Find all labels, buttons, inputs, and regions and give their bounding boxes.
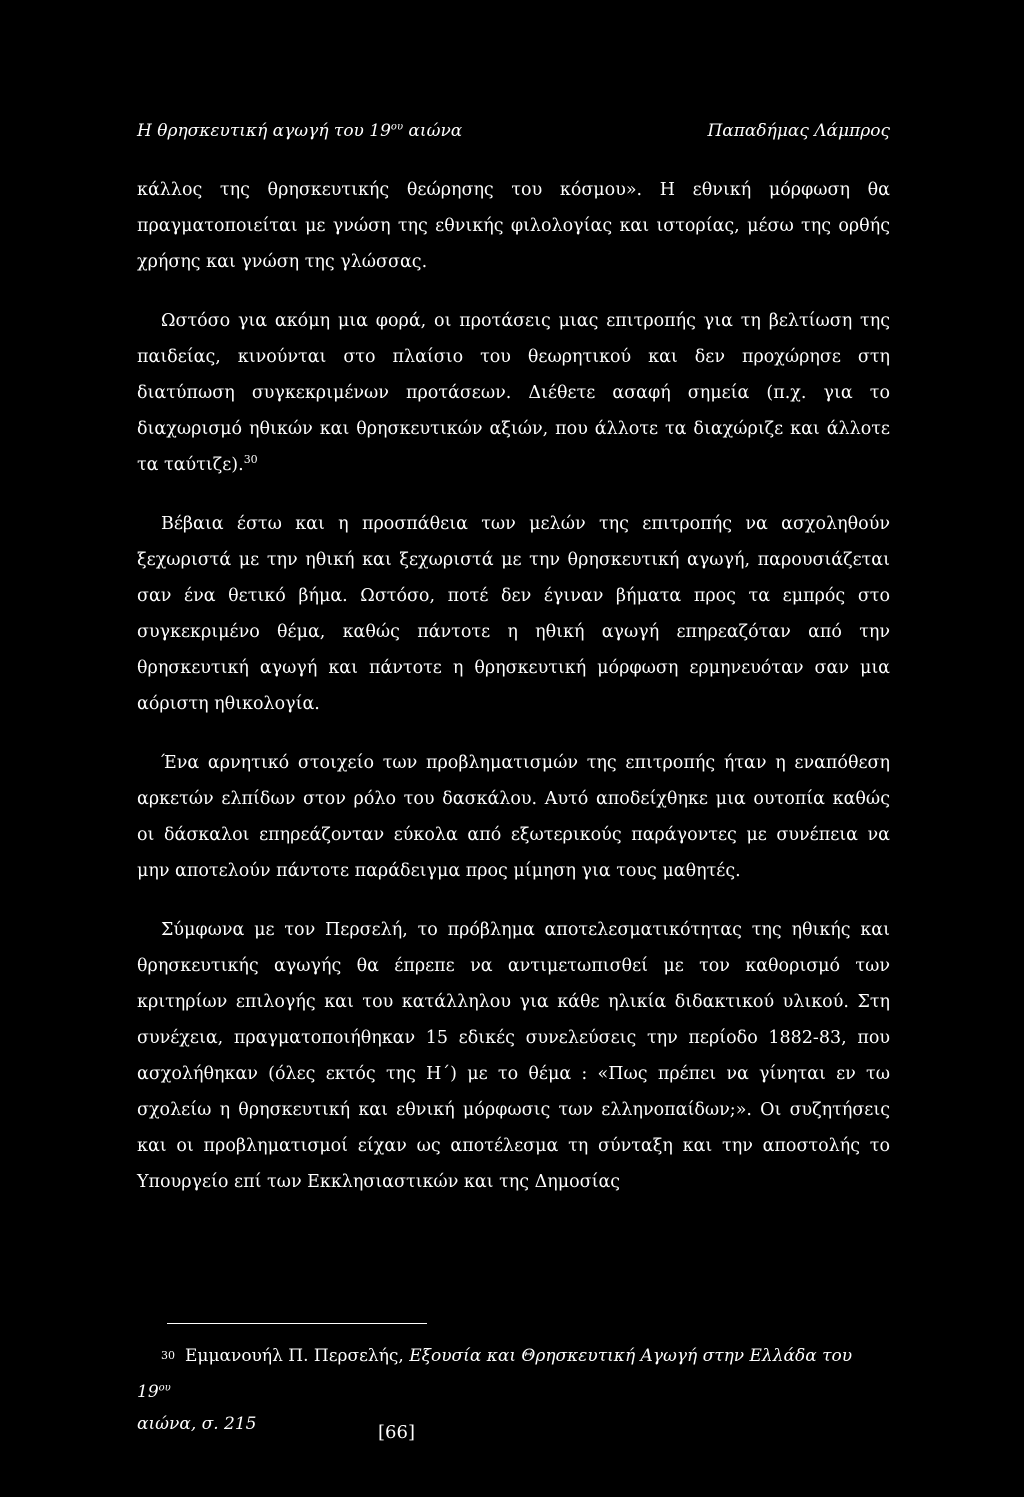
paragraph-2 <box>137 303 890 483</box>
header-title-sup: ου <box>390 121 404 133</box>
paragraph-2-text: Ωστόσο για ακόμη μια φορά, οι προτάσεις μιας επιτροπής για τη βελτίωση της παιδείας, κινούνται στο πλαίσιο του θεωρητικού και δεν προχώρησε στη διατύπωση συγκεκριμένων προτάσεων. Διέθετε ασαφή σημεία (π.χ. για το διαχωρισμό ηθικών και θρησκευτικών αξιών, που άλλοτε τα διαχώριζε και άλλοτε τα ταύτιζε). <box>137 311 890 475</box>
body-text <box>137 172 890 1223</box>
paragraph-5: Σύμφωνα με τον Περσελή, το πρόβλημα αποτελεσματικότητας της ηθικής και θρησκευτικής αγωγής θα έπρεπε να αντιμετωπισθεί με τον καθορισμό των κριτηρίων επιλογής και του κατάλληλου για κάθε ηλικία διδακτικού υλικού. Στη συνέχεια, πραγματοποιήθηκαν 15 εδικές συνελεύσεις την περίοδο 1882-83, που ασχολήθηκαν (όλες εκτός της Η΄) με το θέμα : «Πως πρέπει να γίνηται εν τω σχολείω η θρησκευτική και εθνική μόρφωσις των ελληνοπαίδων;». Οι συζητήσεις και οι προβληματισμοί είχαν ως αποτέλεσμα τη σύνταξη και την αποστολής το Υπουργείο επί των Εκκλησιαστικών και της Δημοσίας <box>137 920 890 1192</box>
paragraph-3: Βέβαια έστω και η προσπάθεια των μελών της επιτροπής να ασχοληθούν ξεχωριστά με την ηθική και ξεχωριστά με την θρησκευτική αγωγή, παρουσιάζεται σαν ένα θετικό βήμα. Ωστόσο, ποτέ δεν έγιναν βήματα προς τα εμπρός στο συγκεκριμένο θέμα, καθώς πάντοτε η ηθική αγωγή επηρεαζόταν από την θρησκευτική αγωγή και πάντοτε η θρησκευτική μόρφωση ερμηνευόταν σαν μια αόριστη ηθικολογία. <box>137 514 890 714</box>
footnote-title-text: Εξουσία και Θρησκευτική Αγωγή στην Ελλάδα του 19 <box>137 1346 853 1402</box>
running-header <box>137 121 890 141</box>
footnote-ref-30[interactable]: 30 <box>243 453 258 467</box>
footnote-author: Εμμανουήλ Π. Περσελής, <box>185 1346 410 1366</box>
document-page <box>137 0 890 1497</box>
header-title-tail: αιώνα <box>403 121 463 141</box>
paragraph-4: Ένα αρνητικό στοιχείο των προβληματισμών της επιτροπής ήταν η εναπόθεση αρκετών ελπίδων στον ρόλο του δασκάλου. Αυτό αποδείχθηκε μια ουτοπία καθώς οι δάσκαλοι επηρεάζονταν εύκολα από εξωτερικούς παράγοντες με συνέπεια να μην αποτελούν πάντοτε παράδειγμα προς μίμηση για τους μαθητές. <box>137 753 890 881</box>
footnote-divider <box>167 1323 427 1324</box>
header-book-title <box>137 121 462 141</box>
header-title-main: Η θρησκευτική αγωγή του 19 <box>137 121 391 141</box>
page-number: [66] <box>378 1422 415 1443</box>
header-author: Παπαδήμας Λάμπρος <box>707 121 890 141</box>
footnote-number: 30 <box>161 1349 175 1362</box>
footnote-line-1 <box>137 1340 890 1408</box>
footnote-line-2: αιώνα, σ. 215 <box>137 1413 257 1434</box>
paragraph-1: κάλλος της θρησκευτικής θεώρησης του κόσμου». Η εθνική μόρφωση θα πραγματοποιείται με γνώση της εθνικής φιλολογίας και ιστορίας, μέσω της ορθής χρήσης και γνώση της γλώσσας. <box>137 180 890 272</box>
footnote-title-sup: ου <box>158 1382 171 1393</box>
